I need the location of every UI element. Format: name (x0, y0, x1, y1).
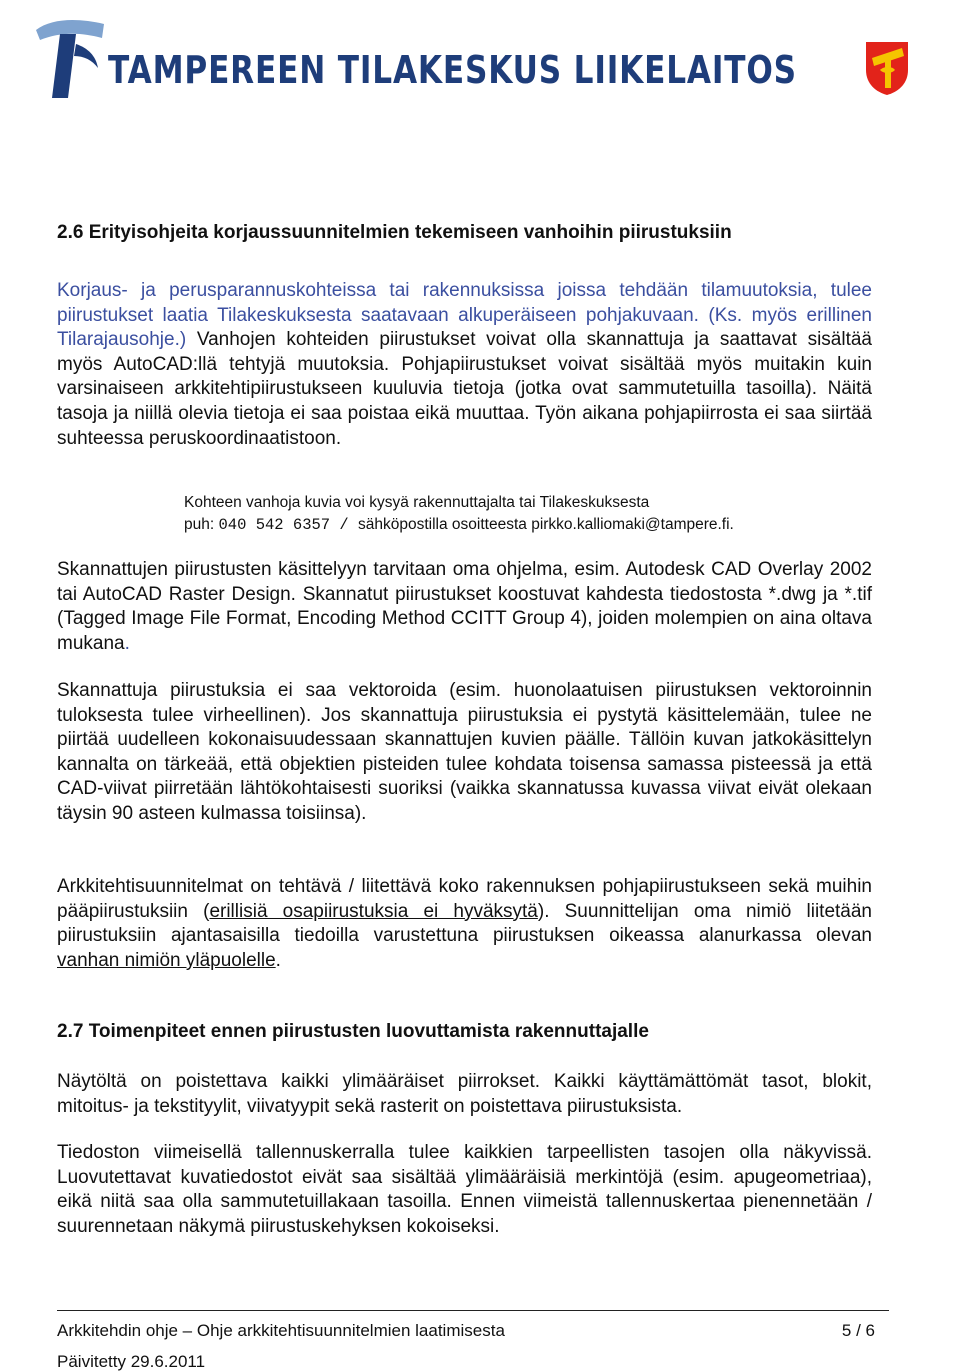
underlined-no-partial-drawings: erillisiä osapiirustuksia ei hyväksytä (209, 900, 538, 922)
paragraph-architect-plans-text-a: Arkkitehtisuunnitelmat on tehtävä / liitettävä koko rakennuksen pohjapiirustukseen sekä muihin pääpiirustuksiin ( (57, 876, 872, 922)
footer-document-title: Arkkitehdin ohje – Ohje arkkitehtisuunnitelmien laatimisesta (57, 1321, 505, 1340)
paragraph-architect-plans-text-b: ). Suunnittelijan oma nimiö liitetään piirustuksiin ajantasaisilla tiedoilla varustettuna piirustuksen oikeassa alanurkassa olevan (57, 900, 872, 947)
paragraph-intro-blue-text: Korjaus- ja perusparannuskohteissa tai rakennuksissa joissa tehdään tilamuutoksia, tulee piirustukset laatia Tilakeskuksesta saatavaan alkuperäiseen pohjakuvaan. (Ks. myös erillinen Tilarajausohje.) (57, 280, 872, 351)
footer-updated-date: Päivitetty 29.6.2011 (57, 1352, 206, 1371)
contact-note-line1: Kohteen vanhoja kuvia voi kysyä rakennuttajalta tai Tilakeskuksesta (184, 494, 650, 511)
section-heading-2-6: 2.6 Erityisohjeita korjaussuunnitelmien tekemiseen vanhoihin piirustuksiin (57, 222, 732, 243)
paragraph-architect-plans-text-c: . (275, 949, 281, 971)
paragraph-scanned-software (57, 558, 872, 656)
paragraph-intro-text: Vanhojen kohteiden piirustukset voivat olla skannattuja ja saattavat sisältää myös AutoCAD:llä tehtyjä muutoksia. Pohjapiirustukset voivat sisältää myös muitakin kuin varsinaiseen arkkitehtipiirustukseen kuuluvia tietoja (jotka ovat sammutetuilla tasoilla). Näitä tasoja ja niillä olevia tietoja ei saa poistaa eikä muuttaa. Työn aikana pohjapiirrosta ei saa siirtää suhteessa peruskoordinaatistoon. (57, 329, 872, 449)
paragraph-intro (57, 279, 872, 451)
section-heading-2-7: 2.7 Toimenpiteet ennen piirustusten luovuttamista rakennuttajalle (57, 1021, 649, 1042)
contact-note (184, 492, 734, 536)
paragraph-scanned-software-text: Skannattujen piirustusten käsittelyyn tarvitaan oma ohjelma, esim. Autodesk CAD Overlay 2002 tai AutoCAD Raster Design. Skannatut piirustukset koostuvat kahdesta tiedostosta *.dwg ja *.tif (Tagged Image File Format, Encoding Method CCITT Group 4), joiden molempien on aina oltava mukana (57, 559, 872, 654)
contact-phone: 040 542 6357 / (218, 516, 359, 534)
contact-email-line: sähköpostilla osoitteesta pirkko.kalliomaki@tampere.fi. (358, 516, 734, 533)
contact-note-prefix: puh: (184, 516, 219, 533)
paragraph-remove-extras: Näytöltä on poistettava kaikki ylimääräiset piirrokset. Kaikki käyttämättömät tasot, blokit, mitoitus- ja tekstityylit, viivatyypit sekä rasterit on poistettava piirustuksista. (57, 1071, 872, 1117)
tampere-crest-icon (864, 40, 910, 96)
paragraph-final-save: Tiedoston viimeisellä tallennuskerralla tulee kaikkien tarpeellisten tasojen olla näkyvissä. Luovutettavat kuvatiedostot eivät saa sisältää ylimääräisiä merkintöjä (esim. apugeometriaa), eikä niitä saa olla sammutetuillakaan tasoilla. Ennen viimeistä tallennuskertaa pienennetään / suurennetaan näkymä piirustuskehyksen kokoiseksi. (57, 1142, 872, 1237)
footer-divider (57, 1310, 889, 1311)
footer-page-number: 5 / 6 (841, 1321, 875, 1340)
paragraph-vectorization: Skannattuja piirustuksia ei saa vektoroida (esim. huonolaatuisen piirustuksen vektoroinnin tuloksesta tulee virheellinen). Jos skannattuja piirustuksia ei pystytä käsittelemään, tulee ne piirtää uudelleen kokonaisuudessaan skannattujen kuvien päälle. Tällöin kuvan jatkokäsittelyn kannalta on tärkeää, että objektien pisteiden tulee kohdata toisensa samassa pisteessä ja että CAD-viivat piirretään lähtökohtaisesti suoriksi (vaikka skannatussa kuvassa viivat eivät olekaan täysin 90 asteen kulmassa toisiinsa). (57, 680, 872, 824)
organization-name: TAMPEREEN TILAKESKUS LIIKELAITOS (108, 48, 797, 92)
paragraph-scanned-software-period: . (124, 632, 130, 654)
underlined-above-old-title-block: vanhan nimiön yläpuolelle (57, 949, 276, 971)
tilakeskus-logo-icon (32, 14, 108, 100)
paragraph-architect-plans (57, 875, 872, 973)
